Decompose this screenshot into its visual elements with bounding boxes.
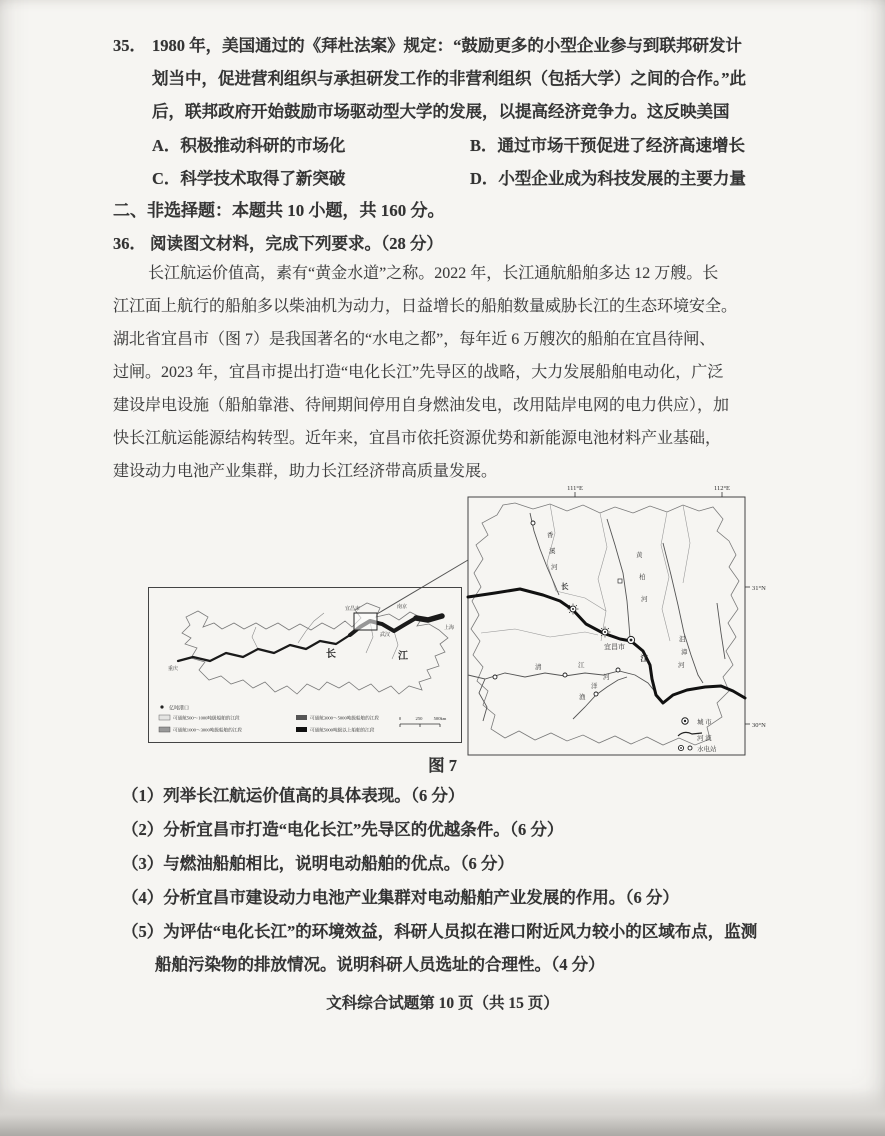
q36-sub-3: （3）与燃油船舶相比，说明电动船舶的优点。（6 分）: [122, 854, 514, 873]
svg-text:江: 江: [578, 662, 585, 669]
svg-text:沮: 沮: [679, 636, 686, 643]
east-stream: [717, 603, 725, 659]
huangbai-river: [607, 519, 630, 638]
q36-para-line-3: 湖北省宜昌市（图 7）是我国著名的“水电之都”，每年近 6 万艘次的船舶在宜昌待闸、: [113, 331, 716, 348]
county-boundaries: [481, 504, 690, 641]
legend-city-label: 城 市: [697, 719, 712, 726]
hydro-circle-icon: [563, 673, 567, 677]
city-label-yichang: 宜昌市: [345, 607, 361, 612]
svg-text:柏: 柏: [639, 574, 646, 581]
figure-caption: 图 7: [428, 756, 457, 775]
yangtze-basin-map: [148, 587, 462, 743]
section-2-heading: 二、非选择题：本题共 10 小题，共 160 分。: [113, 201, 445, 220]
q35-stem-line-2: 划当中，促进营利组织与承担研发工作的非营利组织（包括大学）之间的合作。”此: [152, 69, 746, 88]
city-icon: [682, 718, 688, 724]
hydro-circle-icon: [493, 675, 497, 679]
svg-text:河: 河: [551, 564, 558, 571]
lon-label-112e: 112°E: [713, 485, 731, 492]
svg-text:河: 河: [678, 662, 685, 669]
q36-number: 36．: [113, 234, 146, 253]
svg-text:洋: 洋: [591, 683, 598, 690]
scale-end-label: 500km: [433, 716, 447, 721]
q35-option-c: C．科学技术取得了新突破: [152, 169, 346, 188]
region-map-legend: [678, 717, 717, 753]
yichang-city-symbol: [627, 636, 634, 643]
legend-class1-label: 可通航500～1000吨级船舶的江段: [173, 715, 240, 721]
basin-outline: [182, 603, 448, 694]
scale-bar: [400, 724, 440, 727]
q36-para-line-2: 江江面上航行的船舶多以柴油机为动力，日益增长的船舶数量威胁长江的生态环境安全。: [113, 298, 738, 315]
city-label-wuhan: 武汉: [380, 633, 391, 638]
legend-hydro-label: 水电站: [697, 746, 717, 753]
q36-sub-4: （4）分析宜昌市建设动力电池产业集群对电动船舶产业发展的作用。（6 分）: [122, 888, 679, 907]
lat-label-30n: 30°N: [752, 722, 766, 729]
q36-para-line-5: 建设岸电设施（船舶靠港、待闸期间停用自身燃油发电，改用陆岸电网的电力供应），加: [113, 397, 730, 414]
q36-sub-1: （1）列举长江航运价值高的具体表现。（6 分）: [122, 786, 465, 805]
scan-shadow: [0, 1088, 885, 1136]
city-label-yichang: 宜昌市: [604, 643, 625, 651]
city-label-shanghai: 上海: [443, 626, 454, 631]
q35-number: 35．: [113, 36, 146, 55]
qingjiang-branch: [479, 679, 487, 721]
svg-text:漳: 漳: [681, 649, 688, 656]
q36-sub-5-line-2: 船舶污染物的排放情况。说明科研人员选址的合理性。（4 分）: [155, 955, 605, 974]
xiangxi-river-label: [547, 530, 558, 571]
scale-mid-label: 250: [415, 716, 423, 721]
juzhang-river-label: [678, 634, 688, 669]
hydro-icon: [678, 745, 692, 750]
svg-text:渔: 渔: [579, 694, 586, 701]
q35-stem-line-3: 后，联邦政府开始鼓励市场驱动型大学的发展，以提高经济竞争力。这反映美国: [152, 102, 730, 121]
legend-swatch-class4: [296, 727, 307, 732]
scale-start-label: 0: [398, 716, 402, 721]
basin-map-legend: [159, 705, 447, 734]
qingjiang-river-label: [535, 660, 585, 671]
legend-class4-label: 可通航5000吨级以上船舶的江段: [310, 727, 375, 733]
svg-text:黄: 黄: [636, 552, 643, 559]
yichang-region-map: [455, 483, 771, 773]
q35-option-b: B．通过市场干预促进了经济高速增长: [470, 136, 746, 155]
q36-para-line-4: 过闸。2023 年，宜昌市提出打造“电化长江”先导区的战略，大力发展船舶电动化，广泛: [113, 364, 724, 381]
legend-swatch-class1: [159, 715, 170, 720]
yichang-inset-box: [354, 613, 377, 630]
page-footer: 文科综合试题第 10 页（共 15 页）: [326, 995, 559, 1012]
legend-class3-label: 可通航3000～5000吨级船舶的江段: [310, 715, 379, 721]
city-label-chongqing: 重庆: [168, 667, 179, 672]
svg-text:溪: 溪: [549, 548, 556, 555]
huangbai-river-label: [636, 550, 648, 603]
svg-text:河: 河: [641, 596, 648, 603]
legend-class2-label: 可通航1000～3000吨级船舶的江段: [173, 727, 242, 733]
legend-swatch-class3: [296, 715, 307, 720]
city-label-nanjing: 南京: [397, 605, 408, 610]
q35-option-d: D．小型企业成为科技发展的主要力量: [470, 169, 746, 188]
svg-text:河: 河: [603, 674, 610, 681]
q36-sub-2: （2）分析宜昌市打造“电化长江”先导区的优越条件。（6 分）: [122, 820, 564, 839]
legend-port-label: 亿吨港口: [169, 706, 190, 712]
river-label-jiang: 江: [398, 651, 408, 662]
qingjiang-river: [468, 671, 656, 693]
region-outline: [471, 503, 739, 745]
lat-label-31n: 31°N: [752, 585, 766, 592]
hydro-circle-icon: [616, 668, 620, 672]
hydro-circle-icon: [594, 692, 598, 696]
q36-para-line-7: 建设动力电池产业集群，助力长江经济带高质量发展。: [113, 463, 498, 480]
svg-text:香: 香: [547, 532, 554, 539]
q35-stem-line-1: 1980 年，美国通过的《拜杜法案》规定：“鼓励更多的小型企业参与到联邦研发计: [152, 36, 742, 55]
q36-para-line-6: 快长江航运能源结构转型。近年来，宜昌市依托资源优势和新能源电池材料产业基础，: [113, 430, 722, 447]
hydro-station-icons: [493, 521, 620, 696]
region-map-border: [468, 497, 745, 755]
q36-para-line-1: 长江航运价值高，素有“黄金水道”之称。2022 年，长江通航船舶多达 12 万艘。长: [148, 265, 719, 282]
hydro-circle-icon: [531, 521, 535, 525]
legend-river-label: 河 流: [697, 735, 712, 742]
river-label-chang: 长: [326, 649, 336, 660]
q35-option-a: A．积极推动科研的市场化: [152, 136, 346, 155]
q36-sub-5-line-1: （5）为评估“电化长江”的环境效益，科研人员拟在港口附近风力较小的区域布点，监测: [122, 922, 758, 941]
river-label-chang: 长: [561, 582, 569, 591]
legend-swatch-class2: [159, 727, 170, 732]
town-square-symbol: [618, 579, 622, 583]
river-label-jiang: 江: [640, 654, 648, 663]
port-dot-icon: [160, 705, 163, 708]
q36-intro: 阅读图文材料，完成下列要求。（28 分）: [150, 234, 443, 253]
svg-text:清: 清: [535, 664, 542, 671]
lon-label-111e: 111°E: [567, 485, 583, 492]
